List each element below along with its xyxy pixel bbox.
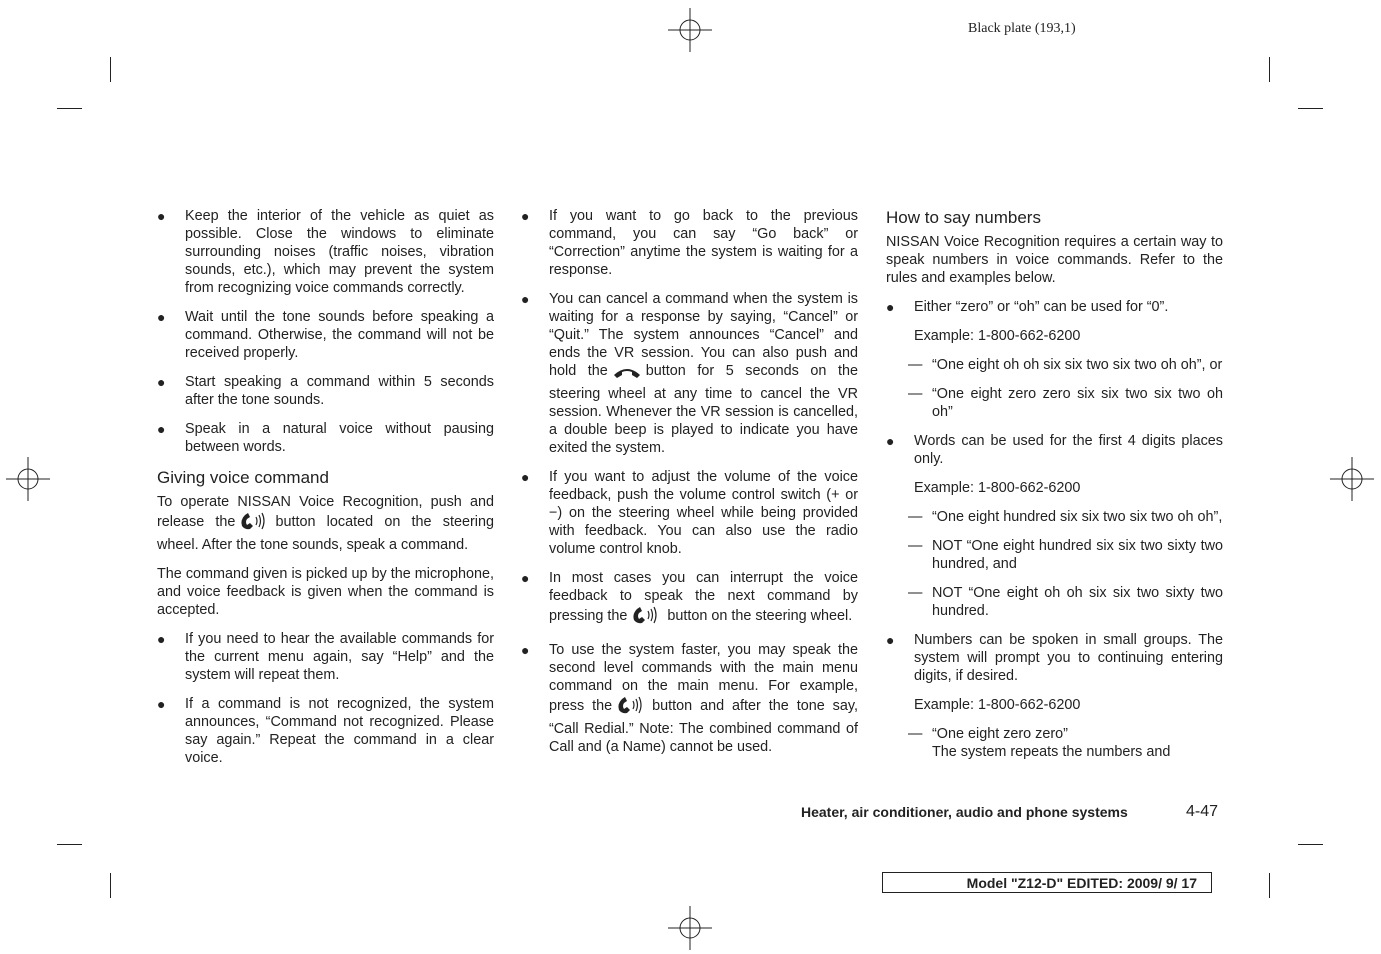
dash-item: — NOT “One eight hundred six six two sixty two hundred, and: [908, 538, 1223, 572]
bullet-icon: ●: [157, 309, 166, 325]
crop-mark: [110, 57, 111, 82]
list-item: ● You can cancel a command when the system is waiting for a response by saying, “Cancel” or “Quit.” The system announces “Cancel” and ends the VR session. You can also push and hold the button for 5 seconds on the steering wheel at any time to cancel the VR session. Whenever the VR session is cancelled, a double beep is played to indicate you have exited the system.: [521, 291, 858, 456]
bullet-icon: ●: [521, 642, 530, 658]
crop-mark: [57, 844, 82, 845]
paragraph: NISSAN Voice Recognition requires a certain way to speak numbers in voice commands. Refer to the rules and examples below.: [886, 234, 1223, 286]
list-item: ● Words can be used for the first 4 digits places only.: [886, 433, 1223, 467]
section-heading: How to say numbers: [886, 208, 1041, 227]
bullet-icon: ●: [521, 208, 530, 224]
registration-mark-icon: [1330, 457, 1374, 501]
list-item: ● If you want to go back to the previous command, you can say “Go back” or “Correction” anytime the system is waiting for a response.: [521, 208, 858, 278]
model-edited-box: Model "Z12-D" EDITED: 2009/ 9/ 17: [882, 872, 1212, 893]
bullet-icon: ●: [886, 632, 895, 648]
list-item: ● If you want to adjust the volume of the voice feedback, push the volume control switch (+ or −) on the steering wheel while being provided with feedback. You can also use the radio volume control knob.: [521, 469, 858, 557]
bullet-icon: ●: [157, 696, 166, 712]
list-item: ● Start speaking a command within 5 seconds after the tone sounds.: [157, 374, 494, 408]
bullet-icon: ●: [157, 374, 166, 390]
list-item: ● Wait until the tone sounds before speaking a command. Otherwise, the command will not be received properly.: [157, 309, 494, 361]
list-item: ● Keep the interior of the vehicle as quiet as possible. Close the windows to eliminate surrounding noises (traffic noises, vibration sounds, etc.), which may prevent the system from recognizing voice commands correctly.: [157, 208, 494, 296]
registration-mark-icon: [668, 8, 712, 52]
dash-item: — “One eight zero zero six six two six two oh oh”: [908, 386, 1223, 420]
list-item: ● If a command is not recognized, the system announces, “Command not recognized. Please say again.” Repeat the command in a clear voice.: [157, 696, 494, 766]
bullet-icon: ●: [521, 570, 530, 586]
registration-mark-icon: [6, 457, 50, 501]
bullet-icon: ●: [886, 433, 895, 449]
crop-mark: [57, 108, 82, 109]
bullet-icon: ●: [521, 291, 530, 307]
dash-item: — NOT “One eight oh oh six six two sixty two hundred.: [908, 585, 1223, 619]
dash-item: — “One eight oh oh six six two six two oh oh”, or: [908, 357, 1223, 373]
phone-hangup-icon: [612, 366, 642, 385]
registration-mark-icon: [668, 906, 712, 950]
bullet-icon: ●: [157, 208, 166, 224]
paragraph: The command given is picked up by the microphone, and voice feedback is given when the command is accepted.: [157, 566, 494, 618]
dash-item: — “One eight hundred six six two six two oh oh”,: [908, 509, 1223, 525]
list-item: ● Speak in a natural voice without pausing between words.: [157, 421, 494, 455]
list-item: ● Either “zero” or “oh” can be used for “0”.: [886, 299, 1169, 315]
phone-voice-icon: [631, 605, 663, 630]
bullet-icon: ●: [886, 299, 895, 315]
bullet-icon: ●: [521, 469, 530, 485]
crop-mark: [110, 873, 111, 898]
example-line: Example: 1-800-662-6200: [914, 328, 1081, 344]
list-item: ● If you need to hear the available commands for the current menu again, say “Help” and the system will repeat them.: [157, 631, 494, 683]
dash-item: — “One eight zero zero” The system repeats the numbers and: [908, 726, 1171, 760]
crop-mark: [1269, 57, 1270, 82]
section-heading: Giving voice command: [157, 468, 329, 487]
column-middle: [521, 207, 858, 767]
column-right: [886, 207, 1223, 761]
list-item: ● In most cases you can interrupt the voice feedback to speak the next command by pressing the button on the steering wheel.: [521, 569, 858, 630]
example-line: Example: 1-800-662-6200: [914, 697, 1081, 713]
list-item: ● Numbers can be spoken in small groups. The system will prompt you to continuing entering digits, if desired.: [886, 632, 1223, 684]
phone-voice-icon: [616, 695, 648, 720]
example-line: Example: 1-800-662-6200: [914, 480, 1081, 496]
list-item: ● To use the system faster, you may speak the second level commands with the main menu command on the main menu. For example, press the button and after the tone say, “Call Redial.” Note: The combined command of Call and (a Name) cannot be used.: [521, 642, 858, 755]
crop-mark: [1298, 108, 1323, 109]
crop-mark: [1269, 873, 1270, 898]
crop-mark: [1298, 844, 1323, 845]
plate-label: Black plate (193,1): [968, 21, 1076, 36]
column-left: [157, 207, 494, 778]
phone-voice-icon: [239, 511, 271, 536]
bullet-icon: ●: [157, 631, 166, 647]
page-number: 4-47: [1186, 803, 1219, 820]
bullet-icon: ●: [157, 421, 166, 437]
footer-section-title: Heater, air conditioner, audio and phone systems: [801, 804, 1128, 820]
paragraph: To operate NISSAN Voice Recognition, push and release the button located on the steering wheel. After the tone sounds, speak a command.: [157, 494, 494, 553]
